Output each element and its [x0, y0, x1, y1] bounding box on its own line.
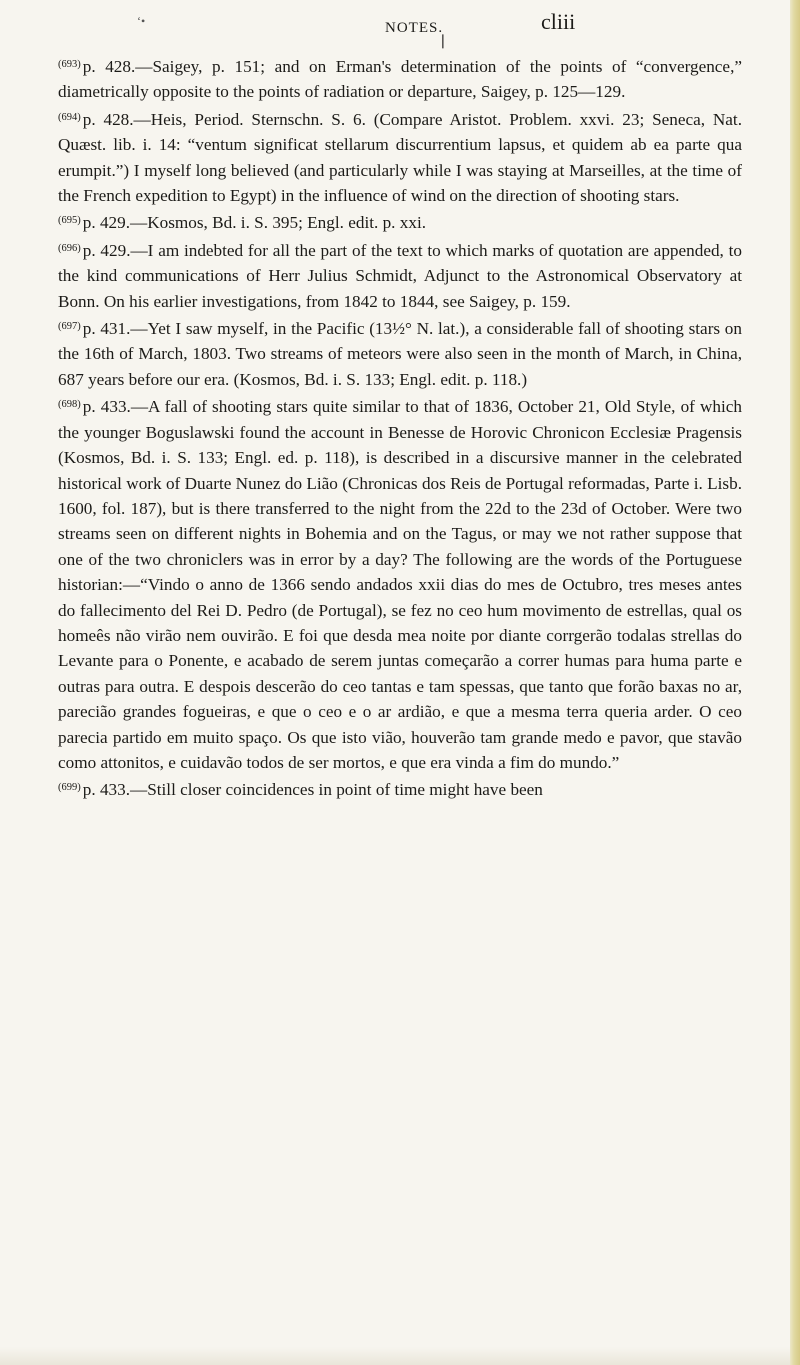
note-699	[58, 775, 742, 802]
note-text: p. 431.—Yet I saw myself, in the Pacific (13½° N. lat.), a considerable fall of shooting stars on the 16th of March, 1803. Two streams of meteors were also seen in the month of March, in China, 687 years before our era. (Kosmos, Bd. i. S. 133; Engl. edit. p. 118.)	[58, 319, 742, 389]
ink-tick-mark: ❘	[437, 34, 449, 49]
note-number: (695)	[58, 215, 81, 227]
note-695	[58, 208, 742, 235]
note-number: (697)	[58, 321, 81, 333]
note-number: (699)	[58, 782, 81, 794]
stray-mark: ‘•	[137, 14, 146, 28]
note-693	[58, 52, 742, 105]
note-698	[58, 392, 742, 775]
page-number: cliii	[541, 9, 576, 34]
note-text: p. 433.—Still closer coincidences in point of time might have been	[82, 780, 543, 800]
note-696	[58, 236, 742, 314]
note-number: (694)	[58, 111, 81, 123]
note-text: p. 428.—Saigey, p. 151; and on Erman's determination of the points of “convergence,” diametrically opposite to the points of radiation or departure, Saigey, p. 125—129.	[58, 57, 742, 102]
page-bottom-shadow	[0, 1347, 790, 1365]
note-number: (698)	[58, 399, 81, 411]
note-text: p. 429.—I am indebted for all the part of the text to which marks of quotation are appended, to the kind communications of Herr Julius Schmidt, Adjunct to the Astronomical Observatory at Bonn. On his earlier investigations, from 1842 to 1844, see Saigey, p. 159.	[58, 240, 742, 311]
note-number: (693)	[58, 59, 81, 70]
notes-body	[58, 52, 742, 803]
note-number: (696)	[58, 242, 81, 254]
note-text: p. 428.—Heis, Period. Sternschn. S. 6. (Compare Aristot. Problem. xxvi. 23; Seneca, Nat. Quæst. lib. i. 14: “ventum significat stellarum discurrentium lapsus, et quidem ab ea parte qua erumpit.”) I myself long believed (and particularly while I was staying at Marseilles, at the time of the French expedition to Egypt) in the influence of wind on the direction of shooting stars.	[58, 109, 742, 206]
page-edge	[790, 0, 800, 1365]
note-text: p. 429.—Kosmos, Bd. i. S. 395; Engl. edit. p. xxi.	[82, 213, 427, 233]
note-694	[58, 105, 742, 209]
page-header	[0, 6, 790, 49]
running-title: NOTES.	[385, 20, 444, 36]
note-697	[58, 314, 742, 392]
note-text: p. 433.—A fall of shooting stars quite similar to that of 1836, October 21, Old Style, of which the younger Boguslawski found the account in Benesse de Horovic Chronicon Ecclesiæ Pragensis (Kosmos, Bd. i. S. 133; Engl. ed. p. 118), is described in a discursive manner in the celebrated historical work of Duarte Nunez do Lião (Chronicas dos Reis de Portugal reformadas, Parte i. Lisb. 1600, fol. 187), but is there transferred to the night from the 22d to the 23d of October. Were two streams seen on different nights in Bohemia and on the Tagus, or may we not rather suppose that one of the two chroniclers was in error by a day? The following are the words of the Portuguese historian:—“Vindo o anno de 1366 sendo andados xxii dias do mes de Octubro, tres meses antes do fallecimento del Rei D. Pedro (de Portugal), se fez no ceo hum movimento de estrellas, qual os homeês não virão nem ouvirão. E foi que desda mea noite por diante corrgerão todalas strellas do Levante para o Ponente, e acabado de serem juntas começarão a correr humas para huma parte e outras para outra. E despois descerão do ceo tantas e tam spessas, que tanto que forão baxas no ar, parecião grandes fogueiras, e que o ceo e o ar ardião, e que a mesma terra queria arder. O ceo parecia partido em muito spaço. Os que isto vião, houverão tam grande medo e pavor, que stavão como attonitos, e cuidavão todos de ser mortos, e que era vinda a fim do mundo.”	[58, 397, 742, 772]
